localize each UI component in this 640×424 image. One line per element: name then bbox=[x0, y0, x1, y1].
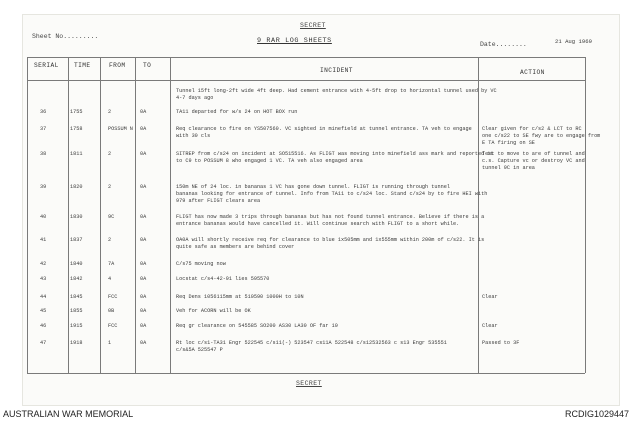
row-from: FCC bbox=[108, 323, 118, 329]
row-from: 9C bbox=[108, 214, 115, 220]
row-incident-line: TA11 departed for w/s 24 on HOT BOX run bbox=[176, 109, 298, 115]
row-incident-line: OA0A will shortly receive req for clearance to blue 1x505mm and 1x555mm within 200m of c/s22. It is bbox=[176, 237, 485, 243]
security-classification-bottom: SECRET bbox=[296, 380, 322, 387]
row-serial: 44 bbox=[40, 294, 47, 300]
row-action-line: one c/s22 to SE fwy are to engage from bbox=[482, 133, 601, 139]
row-from: 2 bbox=[108, 109, 112, 115]
row-to: 0A bbox=[140, 126, 147, 132]
row-time: 1755 bbox=[70, 109, 83, 115]
row-time: 1918 bbox=[70, 340, 83, 346]
row-incident-line: bananas looking for entrance of tunnel. Info from TA11 to c/s24 loc. Stand c/s24 by to fire HEI with bbox=[176, 191, 488, 197]
row-serial: 38 bbox=[40, 151, 47, 157]
row-incident-line: 979 after FLIGT clears area bbox=[176, 198, 261, 204]
incident-continuation-line-1: Tunnel 15ft long-2ft wide 4ft deep. Had cement entrance with 4-5ft drop to horizontal tunnel used by VC bbox=[176, 88, 497, 94]
row-serial: 36 bbox=[40, 109, 47, 115]
row-time: 1840 bbox=[70, 261, 83, 267]
row-time: 1855 bbox=[70, 308, 83, 314]
row-from: POSSUM N bbox=[108, 126, 133, 132]
row-to: 0A bbox=[140, 214, 147, 220]
date-label: Date........ bbox=[480, 41, 527, 48]
sheet-number-label: Sheet No......... bbox=[32, 33, 99, 40]
row-from: 0B bbox=[108, 308, 115, 314]
row-time: 1758 bbox=[70, 126, 83, 132]
row-to: 0A bbox=[140, 151, 147, 157]
row-incident-line: entrance bananas would have cancelled it. Will continue search with FLIGT to a short while. bbox=[176, 221, 460, 227]
row-to: 0A bbox=[140, 261, 147, 267]
row-to: 0A bbox=[140, 237, 147, 243]
row-from: 4 bbox=[108, 276, 112, 282]
row-from: 1 bbox=[108, 340, 112, 346]
document-title: 9 RAR LOG SHEETS bbox=[257, 37, 332, 45]
row-serial: 37 bbox=[40, 126, 47, 132]
row-serial: 40 bbox=[40, 214, 47, 220]
row-action-line: E TA firing on SE bbox=[482, 140, 535, 146]
row-incident-line: SITREP from c/s24 on incident at SO515516. As FLIGT was moving into minefield ass mark and reported it bbox=[176, 151, 494, 157]
row-action-line: c.s. Capture vc or destroy VC and bbox=[482, 158, 585, 164]
row-to: 0A bbox=[140, 184, 147, 190]
col-header-from: FROM bbox=[109, 62, 126, 69]
row-incident-line: Req Dens 1056115mm at 510590 1000H to 10N bbox=[176, 294, 304, 300]
row-to: 0A bbox=[140, 308, 147, 314]
row-serial: 45 bbox=[40, 308, 47, 314]
row-action-line: Passed to 3F bbox=[482, 340, 520, 346]
row-incident-line: with 30 cls bbox=[176, 133, 211, 139]
row-to: 0A bbox=[140, 340, 147, 346]
row-serial: 41 bbox=[40, 237, 47, 243]
row-action-line: Clear bbox=[482, 294, 498, 300]
col-header-action: ACTION bbox=[520, 69, 545, 76]
row-incident-line: quite safe as members are behind cover bbox=[176, 244, 295, 250]
row-time: 1915 bbox=[70, 323, 83, 329]
col-header-serial: SERIAL bbox=[34, 62, 59, 69]
row-incident-line: to C9 to POSSUM 8 who engaged 1 VC. TA veh also engaged area bbox=[176, 158, 363, 164]
row-incident-line: C/s75 moving now bbox=[176, 261, 226, 267]
row-incident-line: Req clearance to fire on YS507560. VC sighted in minefield at tunnel entrance. TA veh to engage bbox=[176, 126, 472, 132]
row-action-line: Clear bbox=[482, 323, 498, 329]
row-action-line: Test to move to are of tunnel and bbox=[482, 151, 585, 157]
row-to: 0A bbox=[140, 109, 147, 115]
row-from: FCC bbox=[108, 294, 118, 300]
row-from: 2 bbox=[108, 237, 112, 243]
row-incident-line: c/s&5A 525547 P bbox=[176, 347, 223, 353]
col-header-to: TO bbox=[143, 62, 152, 69]
row-from: 7A bbox=[108, 261, 115, 267]
incident-continuation-line-2: 4-7 days ago bbox=[176, 95, 214, 101]
row-time: 1811 bbox=[70, 151, 83, 157]
archive-credit: AUSTRALIAN WAR MEMORIAL bbox=[3, 409, 134, 419]
row-time: 1837 bbox=[70, 237, 83, 243]
row-action-line: Clear given for c/s2 & LCT to RC bbox=[482, 126, 582, 132]
row-incident-line: Veh for ACORN will be OK bbox=[176, 308, 251, 314]
row-time: 1845 bbox=[70, 294, 83, 300]
row-serial: 43 bbox=[40, 276, 47, 282]
row-serial: 42 bbox=[40, 261, 47, 267]
row-incident-line: 150m NE of 24 loc. in bananas 1 VC has gone down tunnel. FLIGT is running through tunnel bbox=[176, 184, 450, 190]
row-time: 1830 bbox=[70, 214, 83, 220]
row-to: 0A bbox=[140, 294, 147, 300]
row-to: 0A bbox=[140, 276, 147, 282]
col-header-time: TIME bbox=[74, 62, 91, 69]
row-serial: 47 bbox=[40, 340, 47, 346]
row-to: 0A bbox=[140, 323, 147, 329]
row-serial: 39 bbox=[40, 184, 47, 190]
row-incident-line: Rt loc c/s1-TA31 Engr 522545 c/s11(-) 523547 cs11A 522548 c/s12532563 c s13 Engr 535551 bbox=[176, 340, 447, 346]
row-time: 1842 bbox=[70, 276, 83, 282]
row-from: 2 bbox=[108, 184, 112, 190]
row-incident-line: Req gr clearance on 545585 SO200 AS30 LA30 OF far 10 bbox=[176, 323, 338, 329]
row-serial: 46 bbox=[40, 323, 47, 329]
security-classification-top: SECRET bbox=[300, 22, 326, 29]
row-from: 2 bbox=[108, 151, 112, 157]
archive-reference: RCDIG1029447 bbox=[565, 409, 630, 419]
row-time: 1820 bbox=[70, 184, 83, 190]
col-header-incident: INCIDENT bbox=[320, 67, 353, 74]
row-incident-line: FLIGT has now made 3 trips through bananas but has not found tunnel entrance. Believe if there is a bbox=[176, 214, 485, 220]
row-incident-line: Locstat c/s4-42-91 lies 595570 bbox=[176, 276, 270, 282]
row-action-line: tunnel 9C in area bbox=[482, 165, 535, 171]
date-value: 21 Aug 1969 bbox=[555, 38, 592, 45]
